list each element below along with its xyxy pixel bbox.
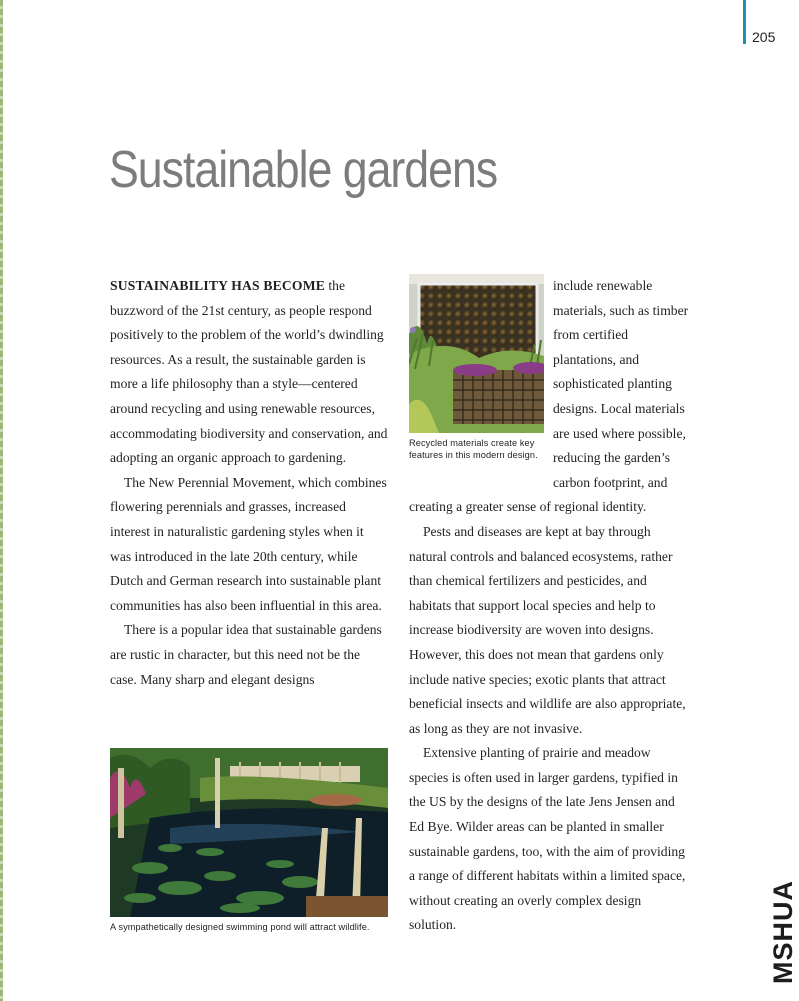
paragraph-3: There is a popular idea that sustainable gardens are rustic in character, but this need not be the case. Many sharp and elegant designs	[110, 622, 382, 687]
text-column-right	[409, 274, 689, 938]
side-tab-text: MSHUA	[768, 880, 798, 984]
text-column-left	[110, 274, 388, 692]
figure-caption: A sympathetically designed swimming pond will attract wildlife.	[110, 922, 370, 932]
lead-in: SUSTAINABILITY HAS BECOME	[110, 278, 325, 293]
swimming-pond-illustration	[110, 748, 388, 917]
paragraph-1-body: the buzzword of the 21st century, as people respond positively to the problem of the world’s dwindling resources. As a result, the sustainable garden is more a life philosophy than a style—centered around recycling and using renewable resources, accommodating biodiversity and conservation, and adopting an organic approach to gardening.	[110, 278, 388, 466]
binding-edge	[0, 0, 3, 1001]
recycled-materials-photo	[409, 274, 544, 433]
paragraph-6: Extensive planting of prairie and meadow species is often used in larger gardens, typified in the US by the designs of the late Jens Jensen and Ed Bye. Wilder areas can be planted in smaller sustainable gardens, too, with the aim of providing a range of different habitats within a limited space, without creating an overly complex design solution.	[409, 745, 686, 933]
paragraph-1	[110, 274, 388, 471]
paragraph-4: include renewable materials, such as timber from certified plantations, and sophisticated planting designs. Local materials are used where possible, reducing the garden’s carbon footprint, and creating a greater sense of regional identity.	[409, 278, 689, 515]
figure-recycled-materials	[409, 274, 545, 484]
page-number: 205	[752, 29, 776, 45]
figure-caption: Recycled materials create key features in this modern design.	[409, 438, 538, 460]
figure-swimming-pond	[110, 748, 388, 933]
side-tab-label	[754, 880, 798, 984]
page-number-bar	[743, 0, 746, 44]
page-title: Sustainable gardens	[109, 141, 498, 199]
swimming-pond-photo	[110, 748, 388, 917]
paragraph-5: Pests and diseases are kept at bay through natural controls and balanced ecosystems, rather than chemical fertilizers and pesticides, and habitats that support local species and help to increase biodiversity are woven into designs. However, this does not mean that gardens only include native species; exotic plants that attract beneficial insects and wildlife are also appropriate, as long as they are not invasive.	[409, 523, 686, 736]
recycled-materials-illustration	[409, 274, 544, 433]
paragraph-2: The New Perennial Movement, which combines flowering perennials and grasses, increased interest in naturalistic gardening styles when it was introduced in the late 20th century, while Dutch and German research into sustainable plant communities has also been influential in this area.	[110, 474, 387, 613]
